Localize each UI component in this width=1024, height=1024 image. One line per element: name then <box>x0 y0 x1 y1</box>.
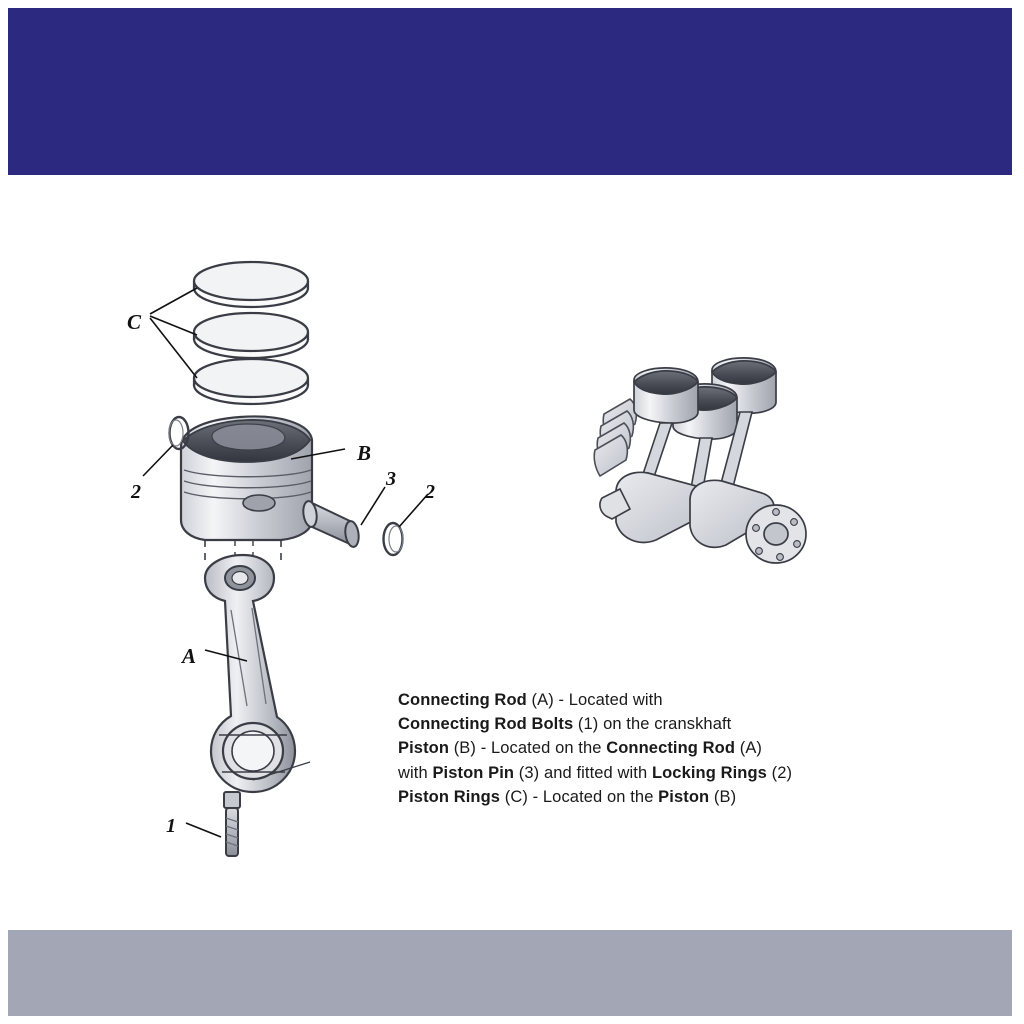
callout-leader-a <box>205 650 247 661</box>
callout-2-right: 2 <box>425 481 435 503</box>
connecting-rod-bolt <box>224 792 240 856</box>
locking-ring-left <box>169 417 189 449</box>
callout-leader-b <box>291 449 345 459</box>
callout-3: 3 <box>386 468 396 490</box>
locking-ring-right <box>384 523 404 555</box>
piston-pin <box>302 500 360 548</box>
callout-b: B <box>357 441 372 465</box>
callout-2-left: 2 <box>131 481 141 503</box>
caption-line <box>398 736 868 760</box>
callout-c: C <box>127 310 142 334</box>
top-color-band <box>8 8 1012 175</box>
callout-a: A <box>182 644 197 668</box>
caption-term: Connecting Rod <box>398 691 527 709</box>
caption-line <box>398 712 868 736</box>
caption-term: Piston Pin <box>432 763 515 782</box>
caption-text: (C) - Located on the <box>500 787 659 806</box>
caption-term: Piston <box>658 787 710 806</box>
caption-text: with <box>398 763 433 782</box>
caption-term: Locking Rings <box>651 763 767 782</box>
callout-1: 1 <box>166 815 176 837</box>
connecting-rod <box>205 555 310 792</box>
caption-line <box>398 688 868 712</box>
callout-leader-c <box>150 288 197 378</box>
callout-leader-3 <box>361 487 385 525</box>
caption-text: (B) <box>709 787 737 806</box>
bottom-color-band <box>8 930 1012 1016</box>
piston-body <box>181 416 312 566</box>
caption-text: (3) and fitted with <box>514 763 652 782</box>
caption-text: (B) - Located on the <box>449 739 607 758</box>
caption-term: Connecting Rod Bolts <box>398 715 574 734</box>
caption-term: Connecting Rod <box>606 739 736 758</box>
piston-rings-group <box>194 262 308 404</box>
caption-term: Piston Rings <box>398 787 501 806</box>
caption-text: (A) <box>735 739 763 758</box>
callout-leader-1 <box>186 823 221 837</box>
caption-term: Piston <box>398 739 450 758</box>
caption-text: (1) on the cranskhaft <box>573 715 732 734</box>
caption-text: (2) <box>766 763 793 782</box>
caption-line <box>398 785 868 809</box>
diagram-caption <box>398 688 868 809</box>
crankshaft-assembly-illustration <box>594 358 806 563</box>
caption-line <box>398 761 868 785</box>
caption-text: (A) - Located with <box>526 691 663 709</box>
